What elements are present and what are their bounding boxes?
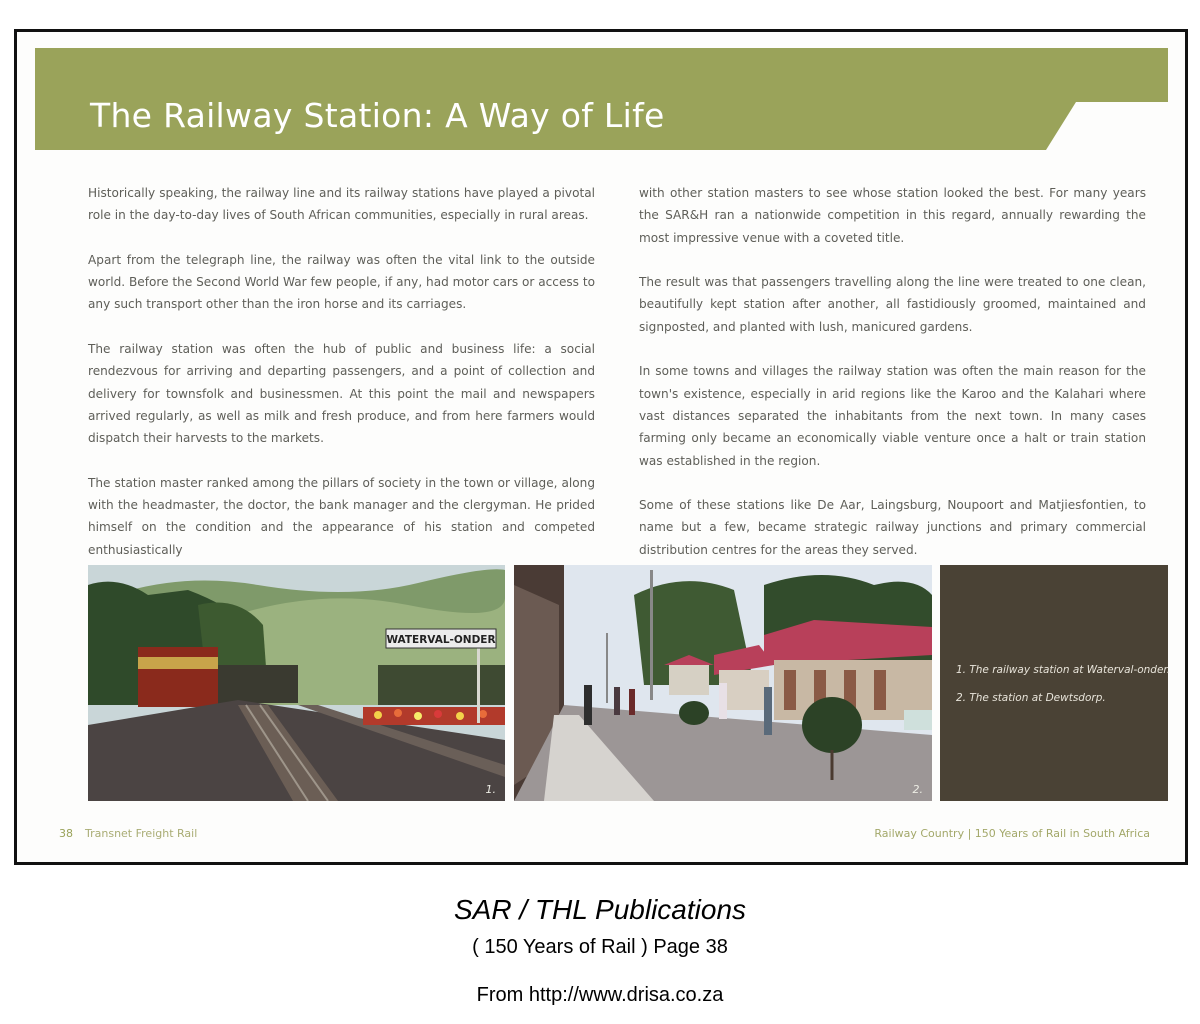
- paragraph: Some of these stations like De Aar, Laingsburg, Noupoort and Matjiesfontien, to name but a few, became strategic railway junctions and primary commercial distribution centres for the areas they served.: [639, 498, 1146, 557]
- publication-page-ref: ( 150 Years of Rail ) Page 38: [472, 936, 728, 958]
- photo-waterval-onder-image: [88, 565, 505, 801]
- scanned-page: [14, 29, 1188, 865]
- footer-book-title: Railway Country | 150 Years of Rail in South Africa: [874, 827, 1150, 840]
- paragraph: with other station masters to see whose station looked the best. For many years the SAR&H ran a nationwide competition in this regard, annually rewarding the most impressive venue with a coveted title.: [639, 186, 1146, 245]
- photo-dewtsdorp: [514, 565, 932, 801]
- left-text-column: [88, 182, 595, 583]
- footer-left: [59, 827, 197, 840]
- photo-caption: 1. The railway station at Waterval-onder.: [956, 664, 1171, 676]
- photo-dewtsdorp-image: [514, 565, 932, 801]
- source-link[interactable]: From http://www.drisa.co.za: [476, 984, 724, 1006]
- caption-box: [940, 565, 1171, 801]
- station-sign-text: WATERVAL-ONDER: [386, 634, 496, 646]
- banner-notch: [1046, 102, 1168, 150]
- paragraph: The railway station was often the hub of public and business life: a social rendezvous for arriving and departing passengers, and a point of collection and delivery for townsfolk and businessmen. At this point the mail and newspapers arrived regularly, as well as milk and fresh produce, and from here farmers would dispatch their harvests to the markets.: [88, 342, 595, 446]
- paragraph: Apart from the telegraph line, the railway was often the vital link to the outside world. Before the Second World War few people, if any, had motor cars or access to any such transport other than the iron horse and its carriages.: [88, 252, 595, 312]
- paragraph: In some towns and villages the railway station was often the main reason for the town's existence, especially in arid regions like the Karoo and the Kalahari where vast distances separated the inhabitants from the next town. In many cases farming only became an economically viable venture once a halt or train station was established in the region.: [639, 364, 1146, 468]
- photo-number: 2.: [912, 783, 923, 796]
- page-number: 38: [59, 827, 73, 840]
- title-banner: [35, 48, 1168, 150]
- page-title: The Railway Station: A Way of Life: [90, 96, 665, 135]
- right-text-column: [639, 182, 1146, 583]
- footer-company: Transnet Freight Rail: [85, 827, 198, 840]
- paragraph: The station master ranked among the pillars of society in the town or village, along with the headmaster, the doctor, the bank manager and the clergyman. He prided himself on the condition and the appearance of his station and competed enthusiastically: [88, 475, 595, 557]
- photo-caption: 2. The station at Dewtsdorp.: [956, 692, 1106, 704]
- publication-name: SAR / THL Publications: [453, 894, 747, 925]
- paragraph: Historically speaking, the railway line and its railway stations have played a pivotal role in the day-to-day lives of South African communities, especially in rural areas.: [88, 186, 595, 223]
- photo-waterval-onder: [88, 565, 505, 801]
- paragraph: The result was that passengers travelling along the line were treated to one clean, beautifully kept station after another, all fastidiously groomed, maintained and signposted, and planted with lush, manicured gardens.: [639, 275, 1146, 334]
- photo-number: 1.: [485, 783, 496, 796]
